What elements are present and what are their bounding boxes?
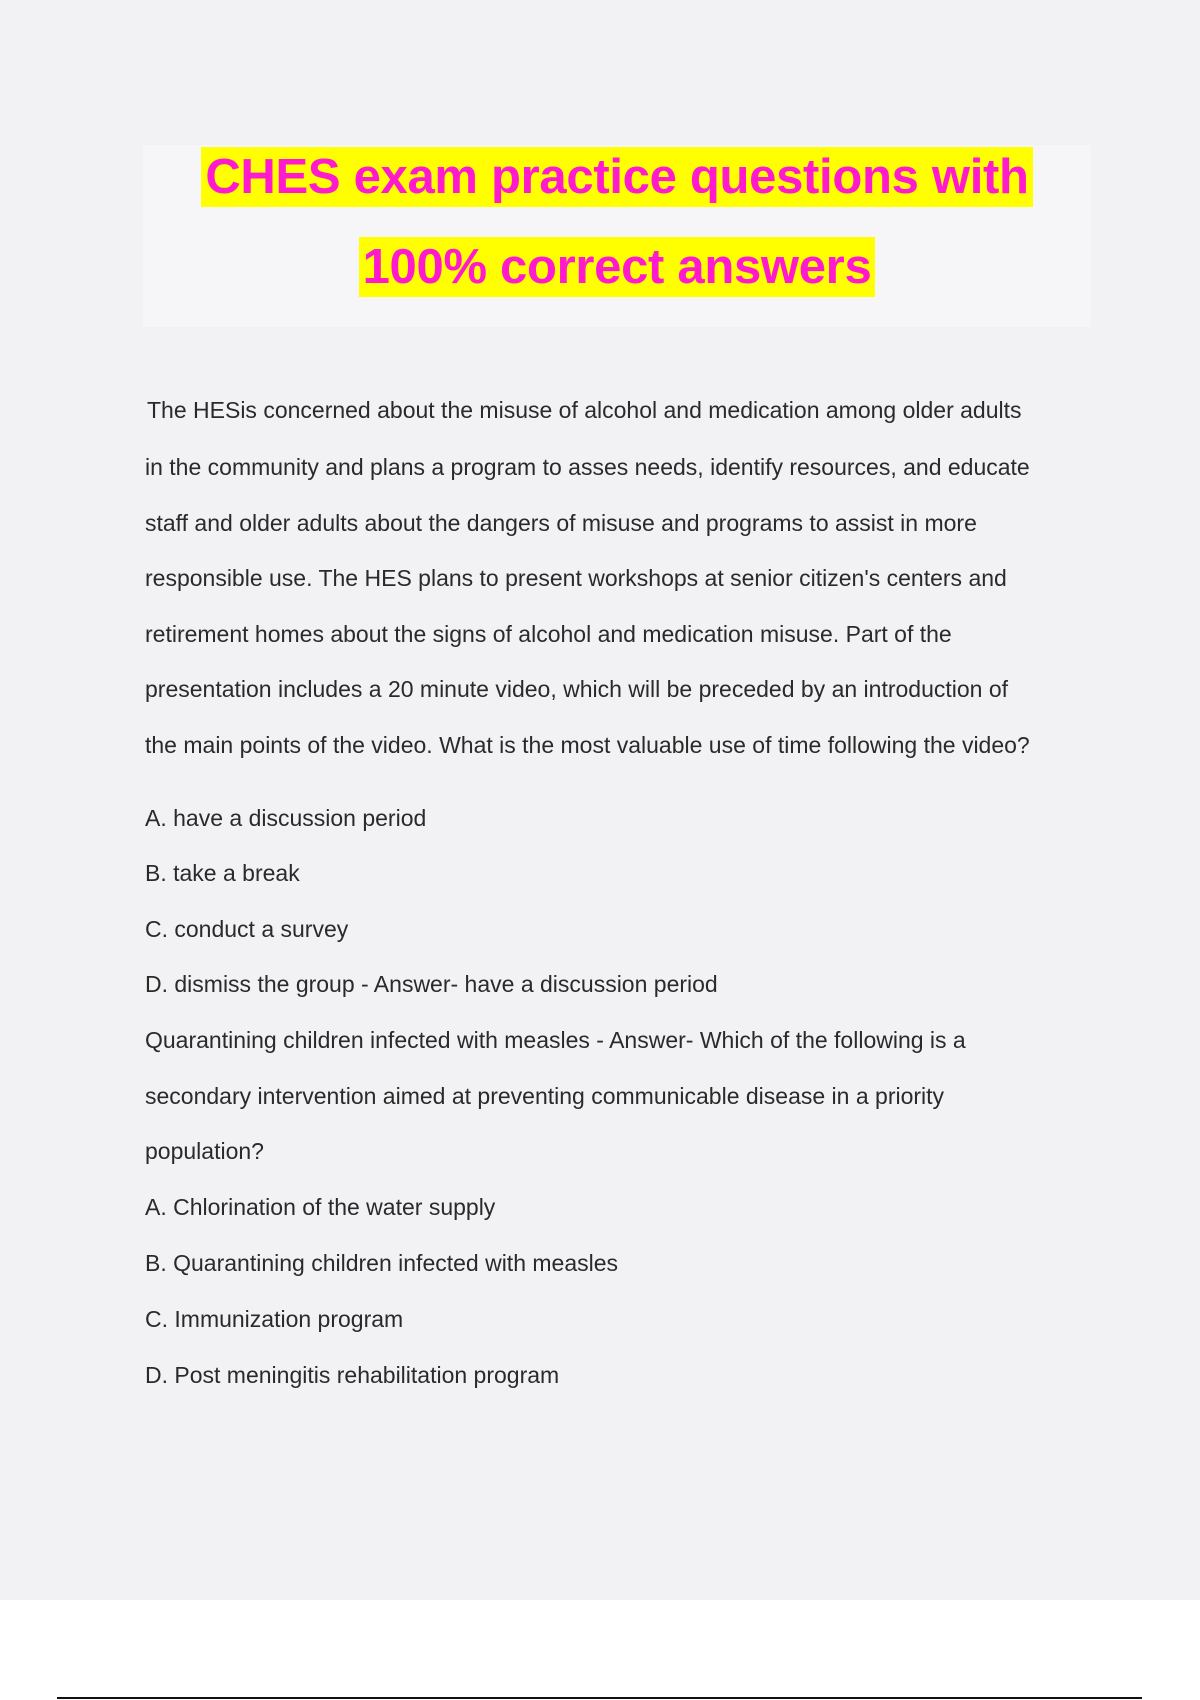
title-row-1 [143, 147, 1091, 207]
question2-line: population? [145, 1138, 264, 1164]
title-line-1: CHES exam practice questions with [201, 147, 1032, 207]
question1-line: the main points of the video. What is the most valuable use of time following the video? [145, 732, 1030, 758]
question1-option: B. take a break [145, 860, 300, 886]
question1-line: retirement homes about the signs of alcohol and medication misuse. Part of the [145, 621, 952, 647]
question1-line: The HESis concerned about the misuse of alcohol and medication among older adults [147, 397, 1022, 423]
question1-line: presentation includes a 20 minute video, which will be preceded by an introduction of [145, 676, 1009, 702]
title-line-2: 100% correct answers [359, 237, 876, 297]
document-title [143, 145, 1091, 327]
question1-option: C. conduct a survey [145, 916, 349, 942]
question1-line: staff and older adults about the dangers of misuse and programs to assist in more [145, 510, 977, 536]
question2-option: B. Quarantining children infected with measles [145, 1250, 619, 1276]
question1-option: A. have a discussion period [145, 805, 427, 831]
question2-option: A. Chlorination of the water supply [145, 1194, 496, 1220]
question2-option: D. Post meningitis rehabilitation program [145, 1362, 560, 1388]
question1-line: in the community and plans a program to asses needs, identify resources, and educate [145, 454, 1030, 480]
title-row-2 [143, 237, 1091, 297]
question1-line: responsible use. The HES plans to present workshops at senior citizen's centers and [145, 565, 1007, 591]
question2-line: Quarantining children infected with measles - Answer- Which of the following is a [145, 1027, 966, 1053]
footer-divider [57, 1697, 1142, 1699]
question2-option: C. Immunization program [145, 1306, 404, 1332]
question1-option-with-answer: D. dismiss the group - Answer- have a discussion period [145, 971, 718, 997]
question2-line: secondary intervention aimed at preventing communicable disease in a priority [145, 1083, 945, 1109]
